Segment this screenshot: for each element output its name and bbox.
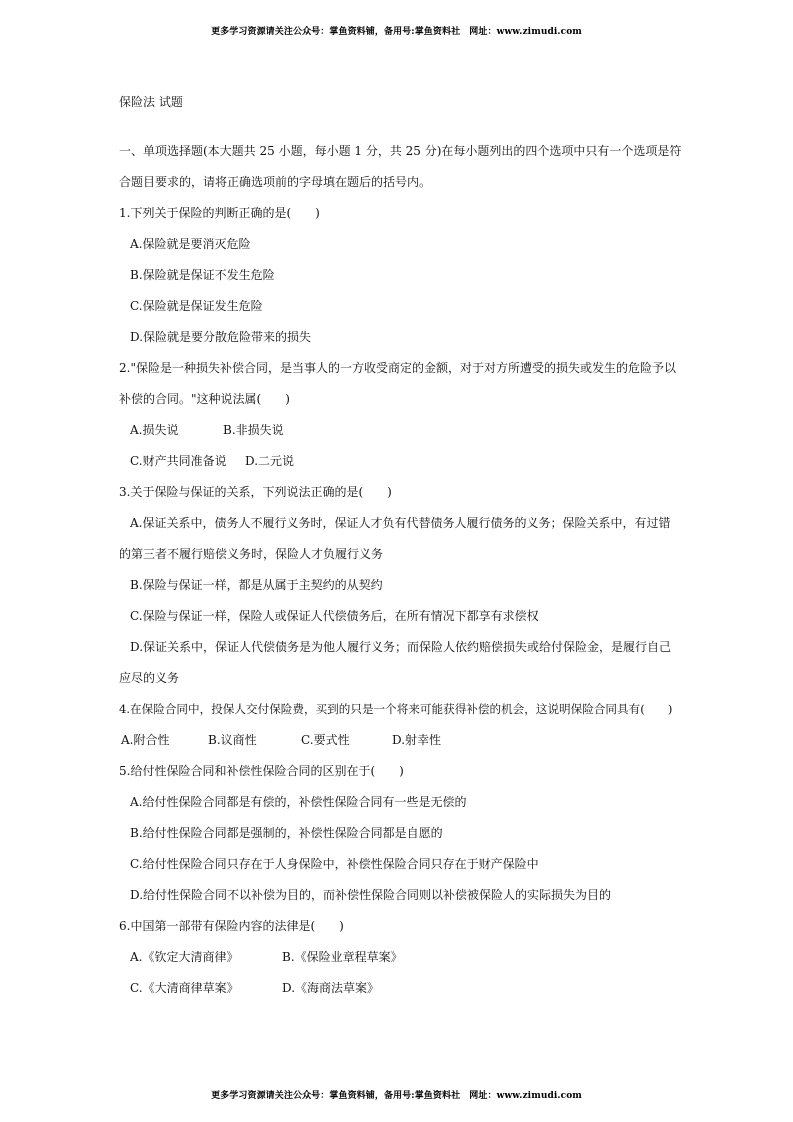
question-6-stem: 6.中国第一部带有保险内容的法律是( ) [119, 919, 344, 933]
question-6-options-row2 [119, 979, 679, 1010]
question-2-stem-line2: 补偿的合同。"这种说法属( ) [119, 392, 290, 406]
question-2-stem-line1: 2."保险是一种损失补偿合同，是当事人的一方收受商定的金额，对于对方所遭受的损失或发生的危险予以 [119, 361, 676, 375]
question-4-option-d: D.射幸性 [392, 733, 442, 747]
question-2-option-b: B.非损失说 [223, 423, 284, 437]
question-2-option-d: D.二元说 [245, 454, 295, 468]
question-5-stem: 5.给付性保险合同和补偿性保险合同的区别在于( ) [119, 764, 404, 778]
page-footer-banner: 更多学习资源请关注公众号：掌鱼资料铺，备用号:掌鱼资料社 网址：www.zimudi.com [211, 1091, 582, 1101]
question-1-option-b: B.保险就是保证不发生危险 [130, 268, 275, 282]
page-title: 保险法 试题 [119, 95, 183, 109]
question-2-option-a: A.损失说 [130, 423, 179, 437]
question-6-option-a: A.《钦定大清商律》 [130, 950, 239, 964]
question-2-options-row2 [119, 452, 679, 483]
question-4-option-a: A.附合性 [121, 733, 170, 747]
question-5-option-b: B.给付性保险合同都是强制的，补偿性保险合同都是自愿的 [130, 826, 443, 840]
question-6-option-c: C.《大清商律草案》 [130, 981, 239, 995]
question-3-option-a-line2: 的第三者不履行赔偿义务时，保险人才负履行义务 [119, 547, 384, 561]
question-3-stem: 3.关于保险与保证的关系，下列说法正确的是( ) [119, 485, 392, 499]
question-2-options-row1 [119, 421, 679, 452]
section-instructions-line1: 一、单项选择题(本大题共 25 小题，每小题 1 分，共 25 分)在每小题列出的四个选项中只有一个选项是符 [119, 144, 682, 158]
question-1-option-c: C.保险就是保证发生危险 [130, 299, 263, 313]
question-2-option-c: C.财产共同准备说 [130, 454, 227, 468]
question-6-option-d: D.《海商法草案》 [282, 981, 380, 995]
question-3-option-d-line2: 应尽的义务 [119, 671, 180, 685]
question-5-option-a: A.给付性保险合同都是有偿的，补偿性保险合同有一些是无偿的 [130, 795, 467, 809]
question-4-stem: 4.在保险合同中，投保人交付保险费，买到的只是一个将来可能获得补偿的机会，这说明保险合同具有( ) [119, 702, 673, 716]
question-1-option-a: A.保险就是要消灭危险 [130, 237, 251, 251]
section-instructions-line2: 合题目要求的，请将正确选项前的字母填在题后的括号内。 [119, 175, 432, 189]
question-3-option-b: B.保险与保证一样，都是从属于主契约的从契约 [130, 578, 383, 592]
question-6-option-b: B.《保险业章程草案》 [282, 950, 403, 964]
question-5-option-c: C.给付性保险合同只存在于人身保险中，补偿性保险合同只存在于财产保险中 [130, 857, 539, 871]
question-1-option-d: D.保险就是要分散危险带来的损失 [130, 330, 312, 344]
question-3-option-c: C.保险与保证一样，保险人或保证人代偿债务后，在所有情况下都享有求偿权 [130, 609, 539, 623]
exam-content [119, 93, 682, 1010]
question-4-option-c: C.要式性 [301, 733, 350, 747]
question-4-options-row [119, 731, 679, 762]
question-1-stem: 1.下列关于保险的判断正确的是( ) [119, 206, 320, 220]
question-3-option-d-line1: D.保证关系中，保证人代偿债务是为他人履行义务；而保险人依约赔偿损失或给付保险金，是履行自己 [130, 640, 672, 654]
question-5-option-d: D.给付性保险合同不以补偿为目的，而补偿性保险合同则以补偿被保险人的实际损失为目的 [130, 888, 612, 902]
question-3-option-a-line1: A.保证关系中，债务人不履行义务时，保证人才负有代替债务人履行债务的义务；保险关系中，有过错 [130, 516, 671, 530]
question-6-options-row1 [119, 948, 679, 979]
page-header-banner: 更多学习资源请关注公众号：掌鱼资料铺，备用号:掌鱼资料社 网址：www.zimudi.com [211, 27, 582, 37]
question-4-option-b: B.议商性 [208, 733, 257, 747]
